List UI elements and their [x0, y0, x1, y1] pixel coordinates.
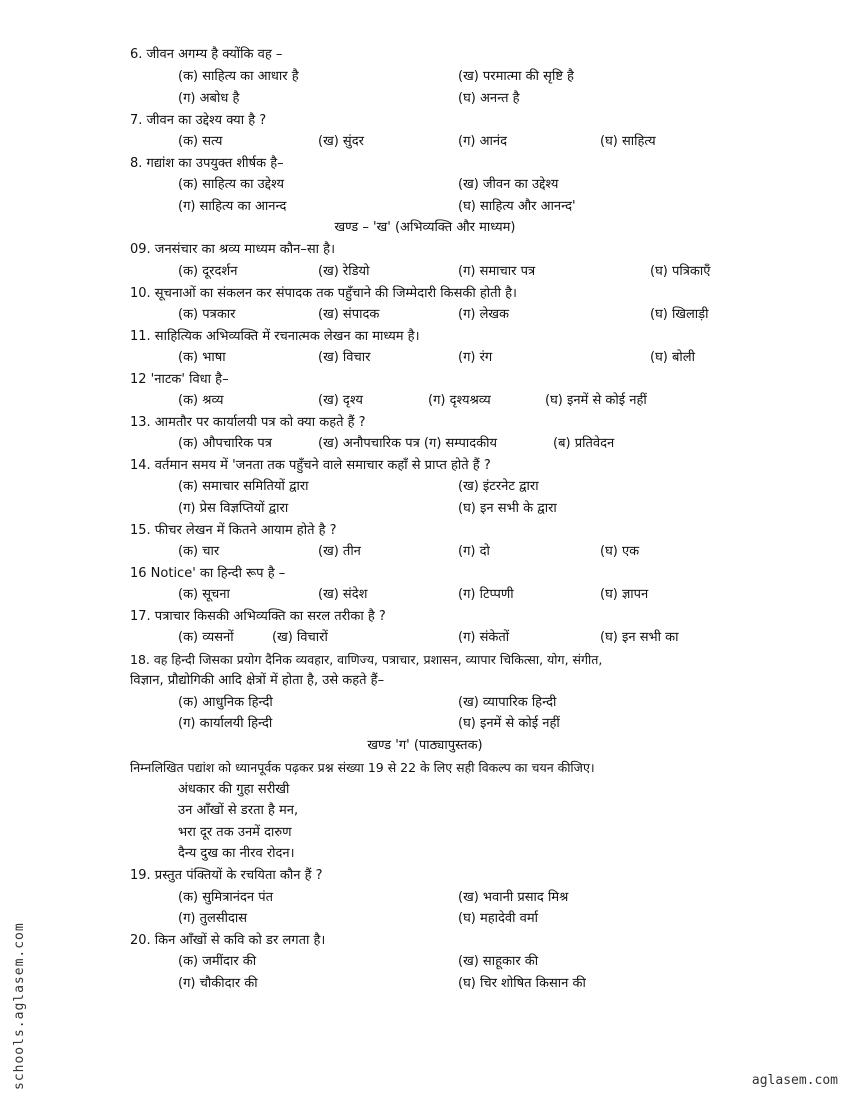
- section-heading: खण्ड 'ग' (पाठ्यापुस्तक): [367, 738, 483, 753]
- question-stem: 10. सूचनाओं का संकलन कर संपादक तक पहुँचाने की जिम्मेदारी किसकी होती है।: [130, 286, 517, 301]
- option: (ग) संकेतों: [458, 630, 510, 645]
- option: (क) आधुनिक हिन्दी: [178, 695, 273, 710]
- option: (ग) चौकीदार की: [178, 976, 258, 991]
- option: (ख) व्यापारिक हिन्दी: [458, 695, 557, 710]
- option: (क) साहित्य का आधार है: [178, 69, 299, 84]
- option: (घ) अनन्त है: [458, 91, 520, 106]
- question-stem-continued: विज्ञान, प्रौद्योगिकी आदि क्षेत्रों में होता है, उसे कहते हैं–: [130, 673, 385, 688]
- option: (क) सत्य: [178, 134, 223, 149]
- option: (ख) तीन: [318, 544, 361, 559]
- option: (क) सुमित्रानंदन पंत: [178, 890, 273, 905]
- option: (घ) एक: [600, 544, 640, 559]
- option: (घ) पत्रिकाएँ: [650, 264, 711, 279]
- option: (घ) बोली: [650, 350, 695, 365]
- poem-line: भरा दूर तक उनमें दारुण: [178, 825, 292, 840]
- option: (ब) प्रतिवेदन: [553, 436, 615, 451]
- question-stem: 13. आमतौर पर कार्यालयी पत्र को क्या कहते हैं ?: [130, 415, 366, 430]
- question-stem: 6. जीवन अगम्य है क्योंकि वह –: [130, 47, 283, 62]
- option: (घ) साहित्य: [600, 134, 656, 149]
- option: (ग) साहित्य का आनन्द: [178, 199, 287, 214]
- poem-line: अंधकार की गुहा सरीखी: [178, 782, 290, 797]
- option: (घ) इन सभी का: [600, 630, 679, 645]
- option: (ग) प्रेस विज्ञप्तियों द्वारा: [178, 501, 289, 516]
- option: (क) औपचारिक पत्र: [178, 436, 272, 451]
- question-stem: 09. जनसंचार का श्रव्य माध्यम कौन–सा है।: [130, 242, 335, 257]
- section-heading: खण्ड – 'ख' (अभिव्यक्ति और माध्यम): [334, 220, 516, 235]
- question-stem: 14. वर्तमान समय में 'जनता तक पहुँचने वाले समाचार कहाँ से प्राप्त होते हैं ?: [130, 458, 491, 473]
- option: (क) साहित्य का उद्देश्य: [178, 177, 285, 192]
- option: (ख) अनौपचारिक पत्र (ग) सम्पादकीय: [318, 436, 497, 451]
- option: (क) व्यसनों: [178, 630, 234, 645]
- option: (ग) लेखक: [458, 307, 510, 322]
- option: (क) समाचार समितियों द्वारा: [178, 479, 309, 494]
- passage-instruction: निम्नलिखित पद्यांश को ध्यानपूर्वक पढ़कर प्रश्न संख्या 19 से 22 के लिए सही विकल्प का चयन कीजिए।: [130, 760, 595, 775]
- option: (क) पत्रकार: [178, 307, 236, 322]
- option: (क) दूरदर्शन: [178, 264, 238, 279]
- question-stem: 8. गद्यांश का उपयुक्त शीर्षक है–: [130, 156, 284, 171]
- option: (ग) टिप्पणी: [458, 587, 514, 602]
- option: (क) सूचना: [178, 587, 230, 602]
- option: (क) भाषा: [178, 350, 226, 365]
- option: (ख) विचार: [318, 350, 371, 365]
- question-stem: 18. वह हिन्दी जिसका प्रयोग दैनिक व्यवहार, वाणिज्य, पत्राचार, प्रशासन, व्यापार चिकित्सा, योग, संगीत,: [130, 652, 603, 667]
- question-stem: 15. फीचर लेखन में कितने आयाम होते है ?: [130, 523, 337, 538]
- option: (ग) अबोध है: [178, 91, 240, 106]
- option: (ग) दृश्यश्रव्य: [428, 393, 491, 408]
- question-stem: 7. जीवन का उद्देश्य क्या है ?: [130, 113, 267, 128]
- option: (ख) परमात्मा की सृष्टि है: [458, 69, 574, 84]
- option: (ख) विचारों: [272, 630, 328, 645]
- option: (घ) इनमें से कोई नहीं: [545, 393, 647, 408]
- option: (घ) चिर शोषित किसान की: [458, 976, 586, 991]
- poem-line: दैन्य दुख का नीरव रोदन।: [178, 846, 295, 861]
- option: (क) श्रव्य: [178, 393, 224, 408]
- option: (घ) साहित्य और आनन्द': [458, 199, 576, 214]
- poem-line: उन आँखों से डरता है मन,: [178, 803, 299, 818]
- option: (क) चार: [178, 544, 220, 559]
- option: (ख) भवानी प्रसाद मिश्र: [458, 890, 569, 905]
- question-stem: 12 'नाटक' विधा है–: [130, 372, 229, 387]
- question-stem: 19. प्रस्तुत पंक्तियों के रचयिता कौन हैं ?: [130, 868, 323, 883]
- option: (घ) इनमें से कोई नहीं: [458, 716, 560, 731]
- option: (ख) संपादक: [318, 307, 380, 322]
- question-stem: 11. साहित्यिक अभिव्यक्ति में रचनात्मक लेखन का माध्यम है।: [130, 329, 420, 344]
- option: (ग) दो: [458, 544, 490, 559]
- option: (ख) सुंदर: [318, 134, 364, 149]
- option: (ग) आनंद: [458, 134, 507, 149]
- option: (ख) रेडियो: [318, 264, 370, 279]
- option: (घ) इन सभी के द्वारा: [458, 501, 557, 516]
- option: (ग) कार्यालयी हिन्दी: [178, 716, 273, 731]
- option: (ग) समाचार पत्र: [458, 264, 536, 279]
- option: (क) जमींदार की: [178, 954, 257, 969]
- option: (ग) रंग: [458, 350, 493, 365]
- option: (घ) खिलाड़ी: [650, 307, 709, 322]
- option: (ख) जीवन का उद्देश्य: [458, 177, 559, 192]
- option: (ख) इंटरनेट द्वारा: [458, 479, 539, 494]
- option: (घ) ज्ञापन: [600, 587, 649, 602]
- option: (घ) महादेवी वर्मा: [458, 911, 539, 926]
- question-stem: 20. किन आँखों से कवि को डर लगता है।: [130, 933, 326, 948]
- option: (ख) साहूकार की: [458, 954, 539, 969]
- question-stem: 17. पत्राचार किसकी अभिव्यक्ति का सरल तरीका है ?: [130, 609, 386, 624]
- side-watermark: schools.aglasem.com: [12, 922, 27, 1090]
- question-stem: 16 Notice' का हिन्दी रूप है –: [130, 566, 286, 581]
- option: (ख) संदेश: [318, 587, 368, 602]
- option: (ग) तुलसीदास: [178, 911, 248, 926]
- option: (ख) दृश्य: [318, 393, 363, 408]
- footer-watermark: aglasem.com: [751, 1073, 838, 1088]
